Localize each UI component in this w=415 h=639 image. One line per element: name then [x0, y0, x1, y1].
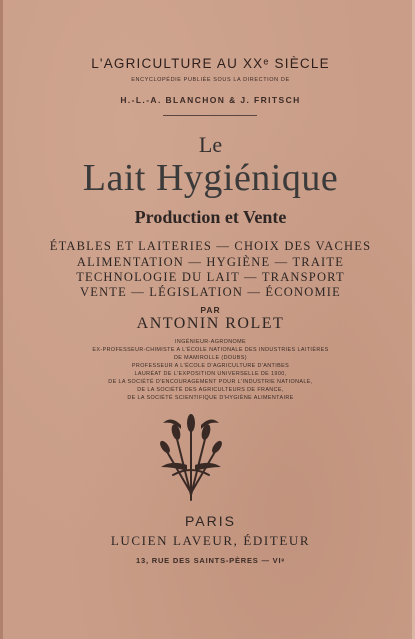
credential-line: INGÉNIEUR-AGRONOME: [175, 339, 246, 345]
publication-city: PARIS: [185, 513, 236, 529]
credential-line: EX-PROFESSEUR-CHIMISTE A L'ÉCOLE NATIONALE DES INDUSTRIES LAITIÈRES: [92, 347, 329, 353]
series-title: L'AGRICULTURE AU XXᵉ SIÈCLE: [91, 56, 330, 71]
title-article: Le: [198, 132, 223, 157]
book-title: Lait Hygiénique: [82, 157, 339, 199]
divider-rule: [163, 115, 257, 116]
author-name: ANTONIN ROLET: [136, 315, 285, 332]
topic-line: ÉTABLES ET LAITERIES — CHOIX DES VACHES: [49, 239, 372, 253]
credential-line: DE LA SOCIÉTÉ SCIENTIFIQUE D'HYGIÈNE ALIMENTAIRE: [127, 395, 294, 401]
topic-line: ALIMENTATION — HYGIÈNE — TRAITE: [76, 255, 345, 269]
credential-line: DE LA SOCIÉTÉ D'ENCOURAGEMENT POUR L'INDUSTRIE NATIONALE,: [108, 379, 313, 385]
publisher-name: LUCIEN LAVEUR, ÉDITEUR: [110, 533, 311, 548]
book-subtitle: Production et Vente: [134, 207, 287, 227]
credential-line: LAURÉAT DE L'EXPOSITION UNIVERSELLE DE 1900,: [134, 371, 287, 377]
topic-line: TECHNOLOGIE DU LAIT — TRANSPORT: [76, 270, 345, 284]
by-label: PAR: [200, 305, 221, 315]
credential-line: DE LA SOCIÉTÉ DES AGRICULTEURS DE FRANCE,: [137, 387, 284, 393]
credential-line: PROFESSEUR A L'ÉCOLE D'AGRICULTURE D'ANTIBES: [131, 363, 290, 369]
topic-line: VENTE — LÉGISLATION — ÉCONOMIE: [80, 285, 341, 299]
credential-line: DE MAMIROLLE (DOUBS): [174, 355, 247, 361]
series-directors: H.-L.-A. BLANCHON & J. FRITSCH: [120, 95, 301, 105]
series-subtitle: ENCYCLOPÉDIE PUBLIÉE SOUS LA DIRECTION DE: [131, 77, 290, 83]
publisher-address: 13, RUE DES SAINTS-PÈRES — VIᵉ: [136, 556, 285, 565]
wheat-sheaf-emblem-icon: [151, 405, 231, 505]
